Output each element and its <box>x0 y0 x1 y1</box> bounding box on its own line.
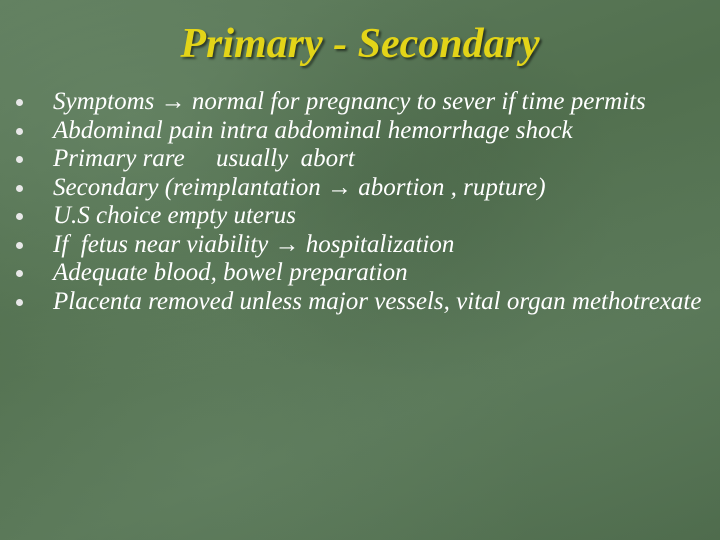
bullet-dot-icon <box>16 270 23 277</box>
bullet-dot-icon <box>16 299 23 306</box>
bullet-item <box>16 259 706 288</box>
bullet-item <box>16 145 706 174</box>
bullet-dot-icon <box>16 156 23 163</box>
bullet-dot-icon <box>16 242 23 249</box>
bullet-text: Abdominal pain intra abdominal hemorrhage shock <box>53 116 573 144</box>
bullet-item <box>16 117 706 146</box>
bullet-item <box>16 174 706 203</box>
bullet-text: Placenta removed unless major vessels, vital organ methotrexate <box>53 287 702 315</box>
bullet-item <box>16 231 706 260</box>
bullet-dot-icon <box>16 128 23 135</box>
bullet-text: U.S choice empty uterus <box>53 202 296 229</box>
bullet-text: Primary rare usually abort <box>53 145 355 172</box>
bullet-text: If fetus near viability → hospitalization <box>53 230 455 258</box>
bullet-list <box>16 88 706 316</box>
bullet-dot-icon <box>16 99 23 106</box>
bullet-text: Symptoms → normal for pregnancy to sever if time permits <box>53 88 646 115</box>
bullet-dot-icon <box>16 185 23 192</box>
bullet-item <box>16 202 706 231</box>
bullet-text: Secondary (reimplantation → abortion , rupture) <box>53 173 546 201</box>
bullet-item <box>16 288 706 317</box>
bullet-dot-icon <box>16 213 23 220</box>
bullet-text: Adequate blood, bowel preparation <box>53 259 408 286</box>
bullet-item <box>16 88 706 117</box>
slide-title: Primary - Secondary <box>180 21 540 67</box>
